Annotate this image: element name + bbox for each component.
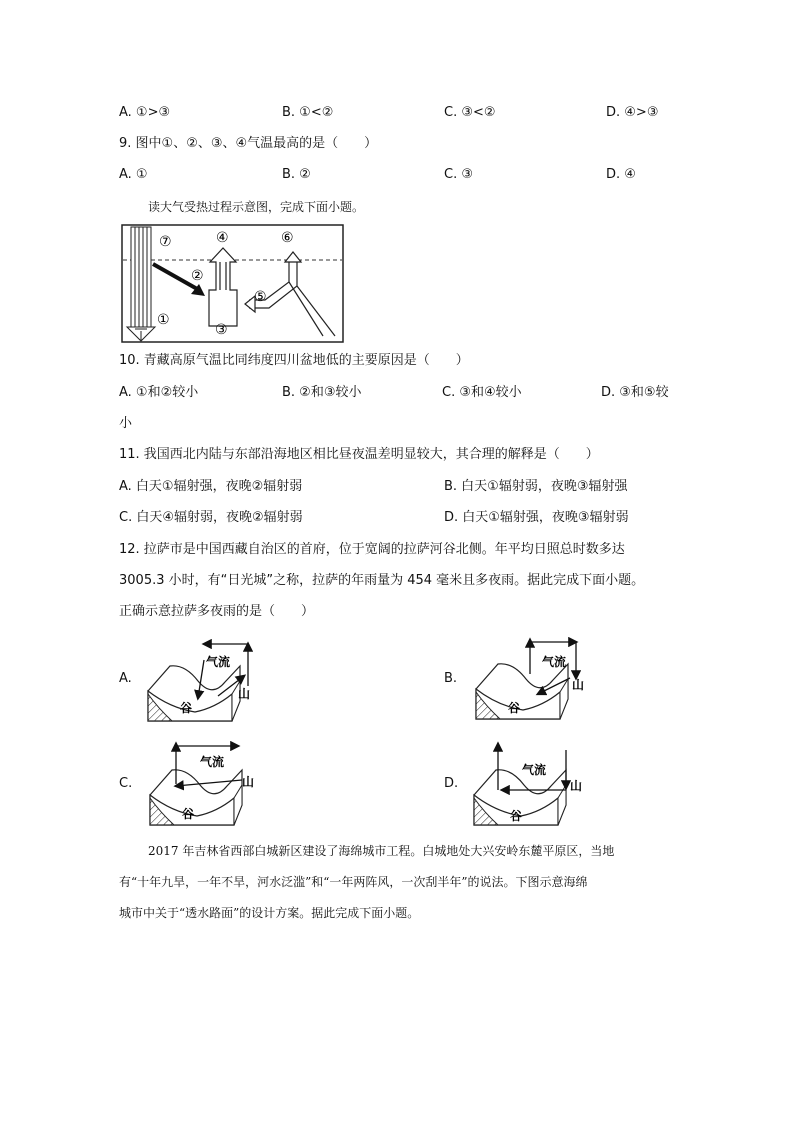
q12-option-c: C.: [119, 776, 133, 791]
q8-option-b: B. ①<②: [282, 105, 334, 120]
atmosphere-heating-diagram: [121, 224, 345, 344]
valley-diagram-c: [142, 740, 272, 830]
label-airflow: 气流: [542, 655, 567, 669]
label-mountain: 山: [242, 775, 255, 789]
label-4: ④: [216, 230, 229, 246]
label-mountain: 山: [572, 678, 585, 692]
q10-stem: 10. 青藏高原气温比同纬度四川盆地低的主要原因是（ ）: [119, 353, 469, 368]
passage-line1: 2017 年吉林省西部白城新区建设了海绵城市工程。白城地处大兴安岭东麓平原区，当地: [148, 844, 615, 858]
label-valley: 谷: [180, 701, 193, 715]
intro-atmosphere: 读大气受热过程示意图，完成下面小题。: [148, 200, 365, 214]
q11-stem: 11. 我国西北内陆与东部沿海地区相比昼夜温差明显较大，其合理的解释是（ ）: [119, 447, 599, 462]
label-valley: 谷: [510, 809, 523, 823]
q9-option-a: A. ①: [119, 167, 148, 182]
q11-option-d: D. 白天①辐射强，夜晚③辐射弱: [444, 510, 629, 525]
q8-option-a: A. ①>③: [119, 105, 171, 120]
q12-line1: 12. 拉萨市是中国西藏自治区的首府，位于宽阔的拉萨河谷北侧。年平均日照总时数多达: [119, 542, 625, 557]
label-valley: 谷: [508, 701, 521, 715]
q10-option-a: A. ①和②较小: [119, 385, 199, 400]
q9-option-c: C. ③: [444, 167, 473, 182]
q10-option-d: D. ③和⑤较: [601, 385, 669, 400]
q11-option-a: A. 白天①辐射强，夜晚②辐射弱: [119, 479, 303, 494]
label-mountain: 山: [238, 687, 251, 701]
label-5: ⑤: [254, 289, 267, 305]
q10-option-c: C. ③和④较小: [442, 385, 522, 400]
solar-radiation-arrow: [127, 227, 155, 341]
label-airflow: 气流: [200, 755, 225, 769]
passage-line3: 城市中关于“透水路面”的设计方案。据此完成下面小题。: [119, 906, 420, 920]
label-airflow: 气流: [522, 763, 547, 777]
label-6: ⑥: [281, 230, 294, 246]
label-2: ②: [191, 268, 204, 284]
valley-diagram-d: [466, 740, 596, 830]
label-7: ⑦: [159, 234, 172, 250]
label-valley: 谷: [182, 807, 195, 821]
label-airflow: 气流: [206, 655, 231, 669]
q10-option-d-wrap: 小: [119, 416, 133, 431]
q8-option-c: C. ③<②: [444, 105, 496, 120]
q12-option-a: A.: [119, 671, 132, 686]
q11-option-c: C. 白天④辐射弱，夜晚②辐射弱: [119, 510, 303, 525]
q9-option-b: B. ②: [282, 167, 311, 182]
q12-line2: 3005.3 小时，有“日光城”之称，拉萨的年雨量为 454 毫米且多夜雨。据此完成下面小题。: [119, 573, 645, 588]
valley-diagram-a: [140, 636, 270, 726]
q9-stem: 9. 图中①、②、③、④气温最高的是（ ）: [119, 136, 378, 151]
q12-option-b: B.: [444, 671, 458, 686]
valley-diagram-b: [468, 634, 598, 724]
q9-option-d: D. ④: [606, 167, 636, 182]
q10-option-b: B. ②和③较小: [282, 385, 362, 400]
label-1: ①: [157, 312, 170, 328]
q11-option-b: B. 白天①辐射弱，夜晚③辐射强: [444, 479, 628, 494]
label-3: ③: [215, 322, 228, 338]
passage-line2: 有“十年九旱，一年不旱，河水泛滥”和“一年两阵风，一次刮半年”的说法。下图示意海绵: [119, 875, 588, 889]
q12-option-d: D.: [444, 776, 459, 791]
q8-option-d: D. ④>③: [606, 105, 659, 120]
label-mountain: 山: [570, 779, 583, 793]
q12-line3: 正确示意拉萨多夜雨的是（ ）: [119, 604, 315, 619]
